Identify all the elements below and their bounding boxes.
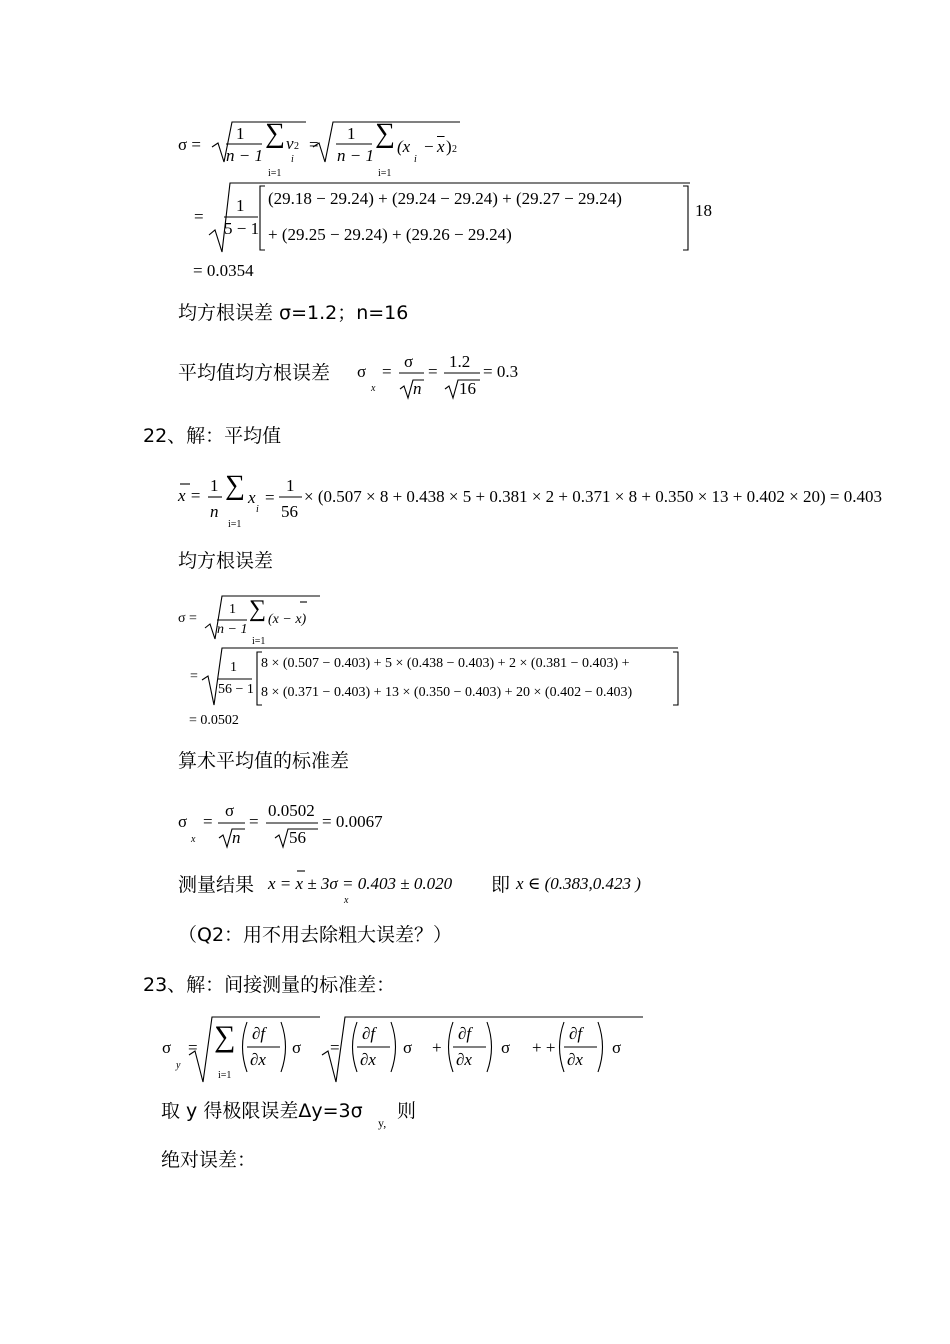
block1-frac2-den: 5 − 1	[224, 219, 260, 238]
block2-term: (x − x)	[268, 612, 307, 627]
q22-lhs: x =	[178, 486, 202, 505]
block4-pd4-den: ∂x	[567, 1050, 583, 1069]
text2-num: σ	[404, 352, 414, 371]
text2-eq2: =	[428, 362, 438, 381]
text-mean-rms-label: 平均值均方根误差	[178, 362, 331, 384]
text-rms-error-given: 均方根误差 σ=1.2；n=16	[178, 302, 409, 324]
block1-line2-eq: =	[194, 207, 204, 226]
block1-frac1-den: n − 1	[226, 146, 263, 165]
block1-trail: 18	[695, 201, 712, 220]
text2-den: n	[413, 379, 422, 398]
block2-row1: 8 × (0.507 − 0.403) + 5 × (0.438 − 0.403) + 2 × (0.381 − 0.403) +	[261, 656, 630, 671]
q22-x: x	[248, 488, 256, 507]
text2-sub: x	[371, 383, 376, 394]
block3-den: n	[232, 828, 241, 847]
block1-x-term: (x	[397, 137, 411, 156]
block3-result: = 0.0067	[322, 812, 383, 831]
block2-lhs: σ =	[178, 611, 197, 626]
block4-pd2-den: ∂x	[360, 1050, 376, 1069]
block4-sum-lower: i=1	[218, 1070, 232, 1081]
block2-frac-den: n − 1	[217, 622, 248, 637]
block4-plus: +	[432, 1038, 442, 1057]
block3-den2: 56	[289, 828, 306, 847]
block2-sum: ∑	[249, 596, 267, 622]
block1-sum1-lower: i=1	[268, 168, 282, 179]
text2-num2: 1.2	[449, 352, 471, 371]
text-absolute-error: 绝对误差：	[161, 1149, 257, 1171]
block2-result: = 0.0502	[189, 713, 239, 728]
block1-sum2: ∑	[375, 118, 395, 149]
text-measurement-result-label: 测量结果	[178, 874, 255, 896]
block1-row2: + (29.25 − 29.24) + (29.26 − 29.24)	[268, 225, 512, 244]
q22-sum-lower: i=1	[228, 519, 242, 530]
block4-sigma-term1: σ	[292, 1038, 302, 1057]
block1-sum2-lower: i=1	[378, 168, 392, 179]
text-limit-error-sub: y,	[378, 1116, 387, 1130]
q22-frac-num: 1	[210, 476, 219, 495]
q22-heading: 22、解：平均值	[143, 425, 282, 447]
q22-eq: =	[265, 488, 275, 507]
block1-close: )	[446, 137, 452, 156]
block4-plusplus: + +	[532, 1038, 556, 1057]
block1-close-sup: 2	[452, 144, 457, 155]
q23-heading: 23、解：间接测量的标准差：	[143, 974, 396, 996]
text5-formula: x = x ± 3σ = 0.403 ± 0.020	[268, 874, 453, 893]
text5-mid: 即	[491, 874, 511, 896]
block2-sum-lower: i=1	[252, 636, 266, 647]
block1-minus: −	[424, 137, 434, 156]
block1-frac1b-num: 1	[347, 124, 356, 143]
block4-pd3-den: ∂x	[456, 1050, 472, 1069]
text2-sigma: σ	[357, 362, 367, 381]
block2-frac-num: 1	[229, 602, 236, 617]
block4-pd3-num: ∂f	[458, 1024, 472, 1043]
text-limit-error: 取 y 得极限误差Δy=3σ	[161, 1100, 363, 1122]
text5-interval: x ∈ (0.383,0.423 )	[516, 874, 641, 893]
block2-eq: =	[190, 669, 198, 684]
block2-frac2-den: 56 − 1	[218, 682, 254, 697]
block2-frac2-num: 1	[230, 660, 237, 675]
block1-frac2-num: 1	[236, 196, 245, 215]
block4-pd2-num: ∂f	[362, 1024, 376, 1043]
block4-pd1-den: ∂x	[250, 1050, 266, 1069]
block1-xbar: $\overline{x}$	[437, 137, 445, 156]
block1-v: v	[286, 134, 294, 153]
block4-sigma: σ	[162, 1038, 172, 1057]
block4-sigma-term2: σ	[403, 1038, 413, 1057]
block4-sub-y: y	[176, 1060, 181, 1071]
text2-result: = 0.3	[483, 362, 519, 381]
text-q2-note: （Q2：用不用去除粗大误差？）	[178, 924, 453, 946]
text-rms-error: 均方根误差	[178, 550, 274, 572]
block1-lhs: σ =	[178, 135, 202, 154]
block4-sigma-term4: σ	[612, 1038, 622, 1057]
block1-frac1b-den: n − 1	[337, 146, 374, 165]
text2-eq: =	[382, 362, 392, 381]
block2-row2: 8 × (0.371 − 0.403) + 13 × (0.350 − 0.403) + 20 × (0.402 − 0.403)	[261, 685, 633, 700]
block4-pd4-num: ∂f	[569, 1024, 583, 1043]
block3-sub: x	[191, 834, 196, 845]
block1-sum1: ∑	[265, 118, 285, 149]
block1-v-sub: i	[291, 154, 294, 165]
q22-sum: ∑	[225, 470, 245, 501]
text-limit-error-end: 则	[397, 1100, 417, 1122]
block1-eq: =	[309, 135, 319, 154]
block1-v-sup: 2	[294, 141, 299, 152]
block4-sum: ∑	[214, 1020, 236, 1053]
block4-sigma-term3: σ	[501, 1038, 511, 1057]
block3-eq2: =	[249, 812, 259, 831]
block4-pd1-num: ∂f	[252, 1024, 266, 1043]
block4-eq2: =	[330, 1038, 340, 1057]
text2-den2: 16	[459, 379, 476, 398]
block3-num2: 0.0502	[268, 801, 315, 820]
q22-x-sub: i	[256, 504, 259, 515]
block3-eq: =	[203, 812, 213, 831]
q22-frac2-num: 1	[286, 476, 295, 495]
block3-num: σ	[225, 801, 235, 820]
q22-frac2-den: 56	[281, 502, 298, 521]
block3-sigma: σ	[178, 812, 188, 831]
q22-body: × (0.507 × 8 + 0.438 × 5 + 0.381 × 2 + 0.371 × 8 + 0.350 × 13 + 0.402 × 20) = 0.403	[304, 487, 882, 506]
q22-frac-den: n	[210, 502, 219, 521]
block1-frac1-num: 1	[236, 124, 245, 143]
block1-row1: (29.18 − 29.24) + (29.24 − 29.24) + (29.27 − 29.24)	[268, 189, 622, 208]
block1-x-sub: i	[414, 154, 417, 165]
text-std-of-mean: 算术平均值的标准差	[178, 750, 350, 772]
block4-eq: =	[188, 1038, 198, 1057]
text5-sub: x	[344, 895, 349, 906]
block1-result: = 0.0354	[193, 261, 254, 280]
